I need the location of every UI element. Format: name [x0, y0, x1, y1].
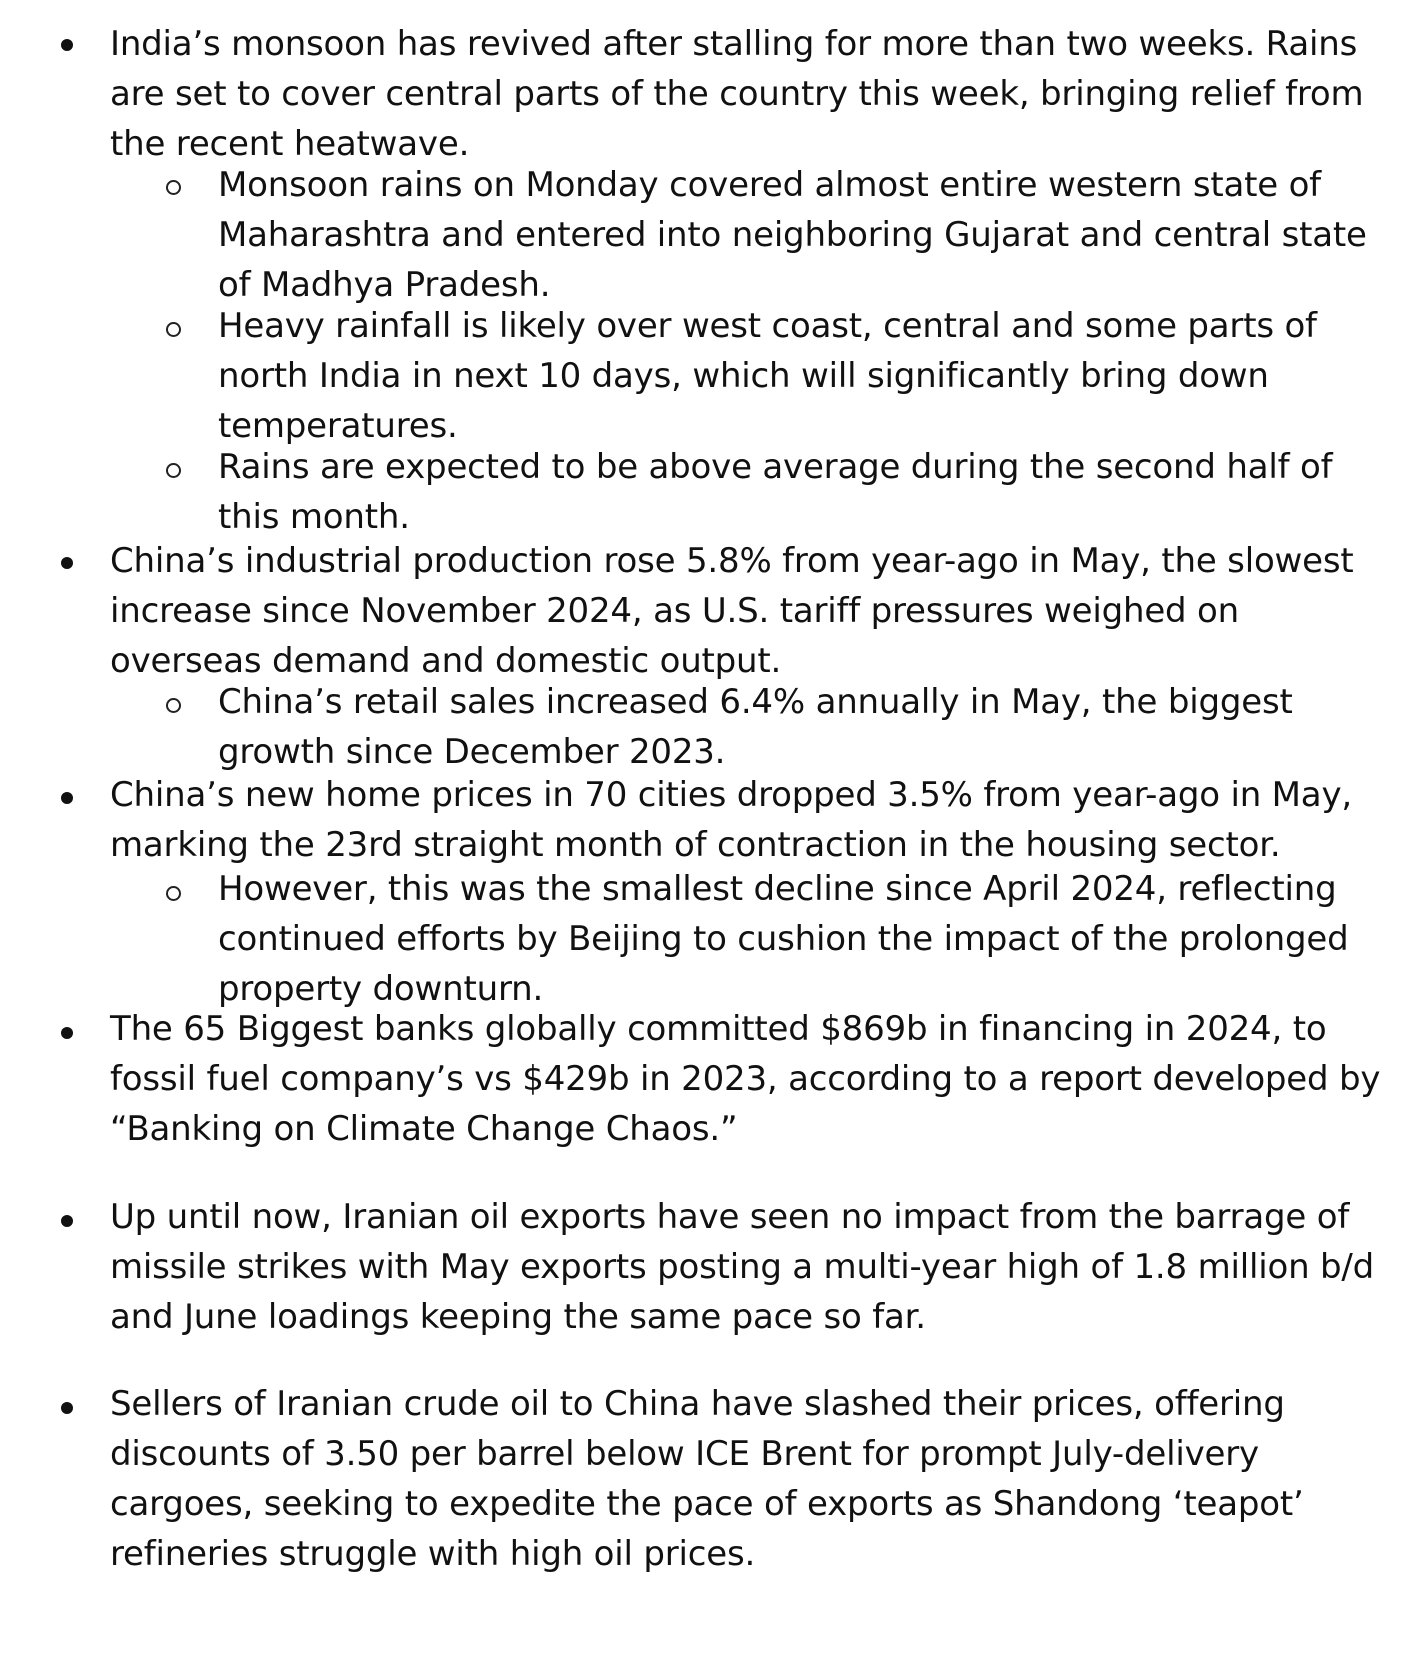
bullet-icon	[61, 792, 73, 804]
bullet-icon	[61, 1402, 73, 1414]
list-item: The 65 Biggest banks globally committed $869b in financing in 2024, to fossil fuel company’s vs $429b in 2023, according to a report developed by “Banking on Climate Change Chaos.”	[110, 1009, 1381, 1149]
list-item: China’s industrial production rose 5.8% from year-ago in May, the slowest increase since November 2024, as U.S. tariff pressures weighed on overseas demand and domestic output.	[110, 541, 1354, 681]
sub-list-item: Rains are expected to be above average during the second half of this month.	[218, 447, 1333, 537]
sub-list-item: Heavy rainfall is likely over west coast, central and some parts of north India in next 10 days, which will significantly bring down temperatures.	[218, 306, 1317, 446]
sub-bullet-icon	[166, 180, 181, 195]
sub-bullet-icon	[166, 463, 181, 478]
sub-bullet-icon	[166, 322, 181, 337]
sub-list-item: However, this was the smallest decline since April 2024, reflecting continued efforts by Beijing to cushion the impact of the prolonged property downturn.	[218, 869, 1349, 1009]
sub-list-item: Monsoon rains on Monday covered almost entire western state of Maharashtra and entered into neighboring Gujarat and central state of Madhya Pradesh.	[218, 165, 1367, 305]
bullet-icon	[61, 1215, 73, 1227]
sub-bullet-icon	[166, 698, 181, 713]
bullet-icon	[61, 557, 73, 569]
sub-list-item: China’s retail sales increased 6.4% annually in May, the biggest growth since December 2023.	[218, 682, 1293, 772]
list-item: China’s new home prices in 70 cities dropped 3.5% from year-ago in May, marking the 23rd straight month of contraction in the housing sector.	[110, 775, 1352, 865]
sub-bullet-icon	[166, 886, 181, 901]
bullet-icon	[61, 39, 73, 51]
list-item: India’s monsoon has revived after stalling for more than two weeks. Rains are set to cover central parts of the country this week, bringing relief from the recent heatwave.	[110, 24, 1364, 164]
bullet-icon	[61, 1027, 73, 1039]
list-item: Up until now, Iranian oil exports have seen no impact from the barrage of missile strikes with May exports posting a multi-year high of 1.8 million b/d and June loadings keeping the same pace so far.	[110, 1197, 1375, 1337]
list-item: Sellers of Iranian crude oil to China have slashed their prices, offering discounts of 3.50 per barrel below ICE Brent for prompt July-delivery cargoes, seeking to expedite the pace of exports as Shandong ‘teapot’ refineries struggle with high oil prices.	[110, 1384, 1304, 1574]
